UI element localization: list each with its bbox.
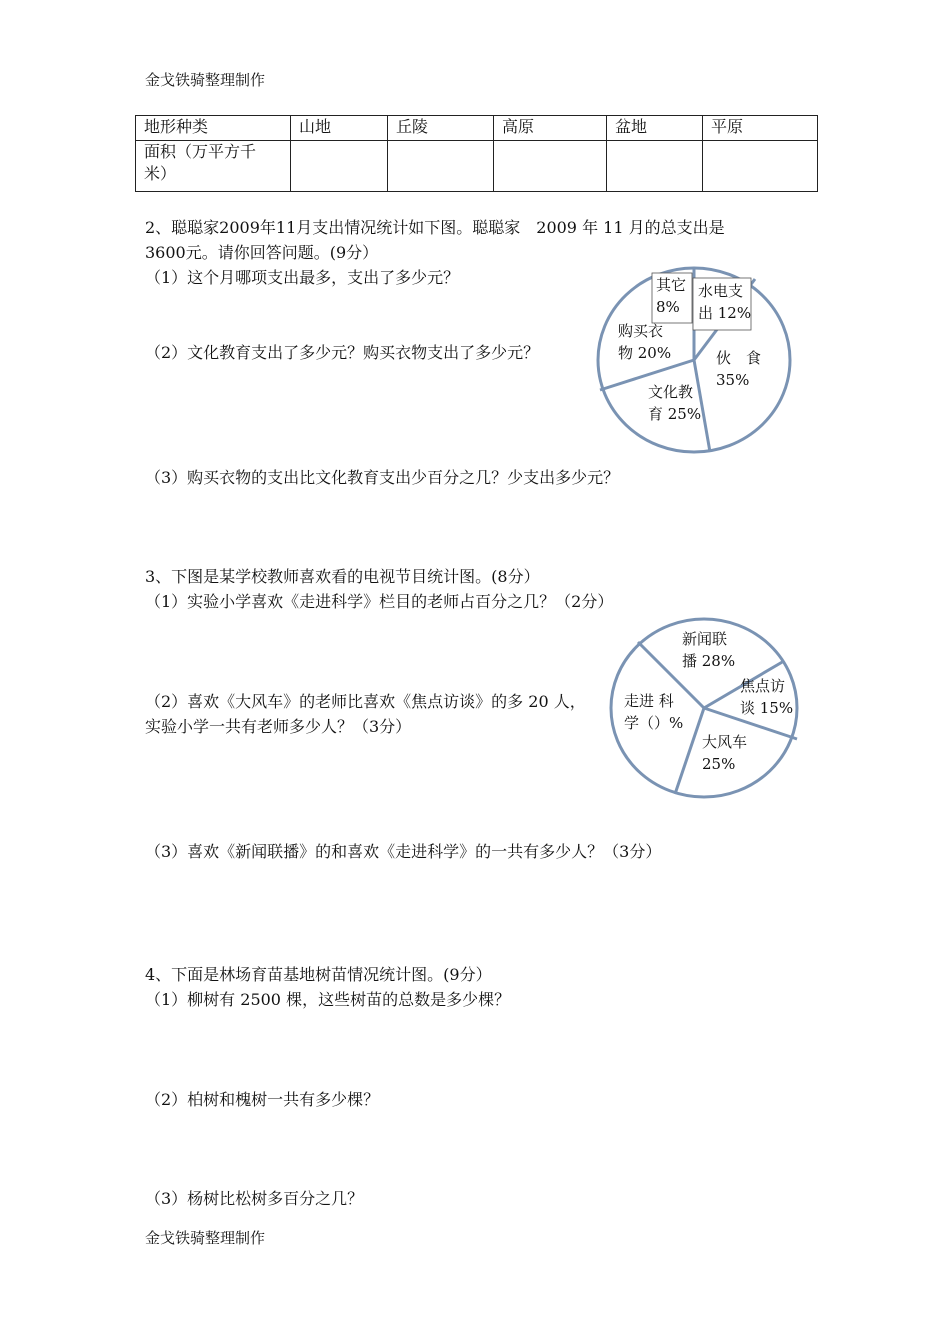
q2-intro-line1: 2、聪聪家2009年11月支出情况统计如下图。聪聪家 2009 年 11 月的总支出是 (145, 218, 725, 237)
pie-slice-label: 物 20% (618, 344, 672, 362)
pie-slice-label: 购买衣 (618, 322, 664, 340)
page-header: 金戈铁骑整理制作 (145, 71, 266, 89)
table-cell (388, 141, 494, 192)
pie-slice-label: 其它 (656, 276, 687, 294)
table-header-cell: 盆地 (607, 116, 703, 141)
q3-intro: 3、下图是某学校教师喜欢看的电视节目统计图。(8分） (145, 567, 540, 586)
pie-slice-label: 水电支 (698, 282, 744, 300)
pie-slice-label: 焦点访 (740, 677, 786, 695)
table-header-cell: 平原 (703, 116, 818, 141)
terrain-table (135, 115, 818, 192)
pie-slice-label: 伙 食 (716, 349, 762, 367)
row-label-line: 米） (144, 164, 177, 183)
pie-slice-label: 25% (702, 755, 736, 773)
pie-slice-label: 出 12% (698, 304, 752, 322)
tv-program-pie-chart (608, 617, 800, 801)
row-label-line: 面积（万平方千 (144, 142, 257, 161)
pie-slice-label: 新闻联 (682, 630, 728, 648)
pie-slice-label: 播 28% (682, 652, 736, 670)
pie-slice-label: 8% (656, 298, 680, 316)
pie-slice-label: 育 25% (648, 405, 702, 423)
q2-intro-line2: 3600元。请你回答问题。(9分） (145, 243, 379, 262)
pie-slice-label: 文化教 (648, 383, 694, 401)
pie-slice-label: 学（）% (624, 714, 684, 732)
q2-sub3: （3）购买衣物的支出比文化教育支出少百分之几？少支出多少元？ (145, 468, 620, 487)
q4-sub3: （3）杨树比松树多百分之几？ (145, 1189, 364, 1208)
expense-pie-chart (598, 266, 796, 456)
q2-sub2: （2）文化教育支出了多少元？购买衣物支出了多少元？ (145, 343, 540, 362)
table-header-cell: 丘陵 (388, 116, 494, 141)
q3-sub3: （3）喜欢《新闻联播》的和喜欢《走进科学》的一共有多少人？（3分） (145, 842, 662, 861)
q2-sub1: （1）这个月哪项支出最多，支出了多少元？ (145, 268, 460, 287)
q3-sub2-line2: 实验小学一共有老师多少人？（3分） (145, 717, 412, 736)
table-header-cell: 山地 (291, 116, 388, 141)
table-row-label (136, 141, 291, 192)
table-header-cell: 地形种类 (136, 116, 291, 141)
pie-slice-label: 谈 15% (740, 699, 794, 717)
page-footer: 金戈铁骑整理制作 (145, 1229, 266, 1247)
q4-sub1: （1）柳树有 2500 棵，这些树苗的总数是多少棵？ (145, 990, 511, 1009)
table-cell (291, 141, 388, 192)
pie-slice-label: 35% (716, 371, 750, 389)
q4-intro: 4、下面是林场育苗基地树苗情况统计图。(9分） (145, 965, 492, 984)
table-cell (607, 141, 703, 192)
q3-sub2-line1: （2）喜欢《大风车》的老师比喜欢《焦点访谈》的多 20 人， (145, 692, 586, 711)
table-cell (494, 141, 607, 192)
pie-slice-label: 走进 科 (624, 692, 674, 710)
q4-sub2: （2）柏树和槐树一共有多少棵？ (145, 1090, 380, 1109)
table-cell (703, 141, 818, 192)
pie-slice-label: 大风车 (702, 733, 748, 751)
q3-sub1: （1）实验小学喜欢《走进科学》栏目的老师占百分之几？（2分） (145, 592, 614, 611)
table-header-cell: 高原 (494, 116, 607, 141)
